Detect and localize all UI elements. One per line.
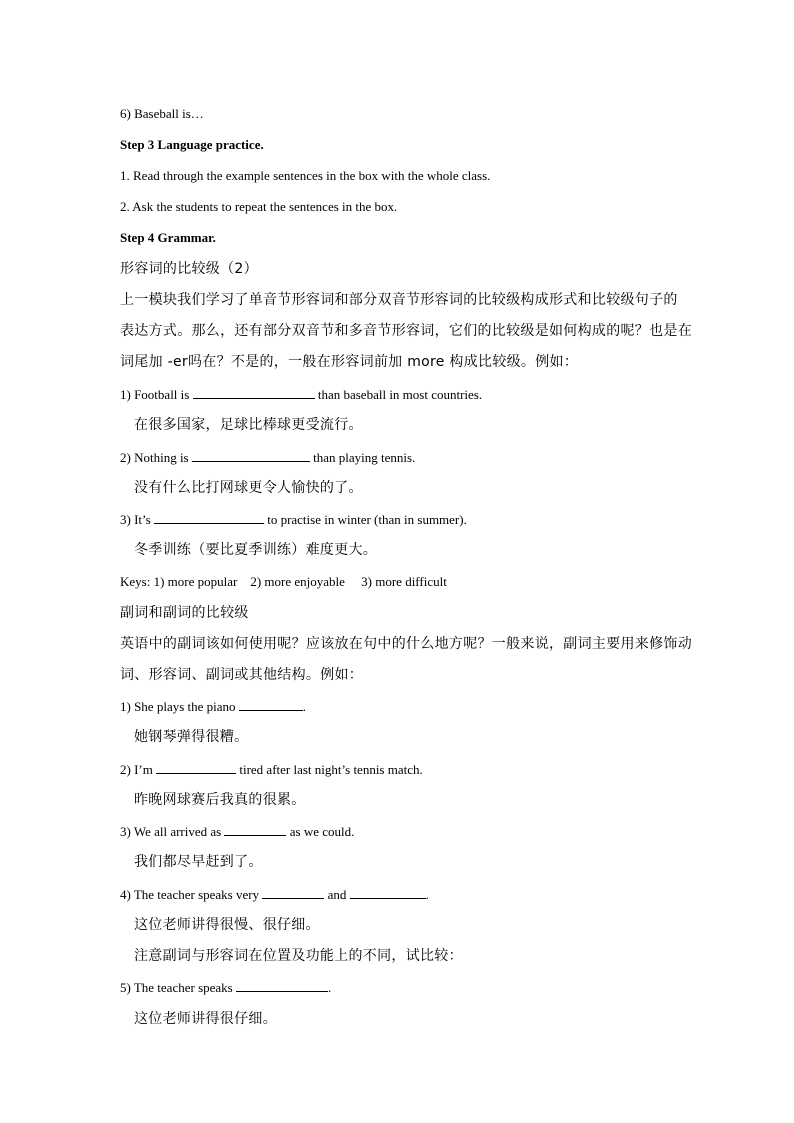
sentence-start: 2) I’m (120, 762, 153, 777)
answer-blank (224, 823, 286, 836)
sentence-end: to practise in winter (than in summer). (267, 512, 467, 527)
example-sentence (120, 761, 423, 778)
section-title-adjective-comparative: 形容词的比较级（2） (120, 261, 258, 277)
sentence-start: 3) We all arrived as (120, 824, 222, 839)
example-sentence (120, 886, 429, 903)
example-sentence (120, 698, 306, 715)
step-3-heading: Step 3 Language practice. (120, 137, 264, 152)
translation: 这位老师讲得很仔细。 (134, 1011, 277, 1027)
sentence-end: than baseball in most countries. (317, 387, 483, 402)
step-4-heading: Step 4 Grammar. (120, 230, 216, 245)
example-sentence (120, 979, 331, 996)
sentence-end: . (302, 699, 307, 714)
sentence-start: 5) The teacher speaks (120, 980, 233, 995)
example-sentence (120, 511, 467, 528)
answer-blank (154, 511, 264, 524)
translation: 这位老师讲得很慢、很仔细。 (134, 917, 320, 933)
translation: 她钢琴弹得很糟。 (134, 729, 249, 745)
sentence-start: 1) She plays the piano (120, 699, 236, 714)
translation: 我们都尽早赶到了。 (134, 854, 263, 870)
sentence-start: 4) The teacher speaks very (120, 887, 260, 902)
sentence-end: . (425, 887, 429, 902)
paragraph-line: 词、形容词、副词或其他结构。例如： (120, 667, 364, 683)
sentence-start: 2) Nothing is (120, 450, 189, 465)
translation: 在很多国家，足球比棒球更受流行。 (134, 417, 363, 433)
answer-blank (236, 979, 328, 992)
paragraph-line: 表达方式。那么，还有部分双音节和多音节形容词，它们的比较级是如何构成的呢？也是在 (120, 323, 692, 339)
answer-blank (193, 386, 315, 399)
example-sentence (120, 449, 415, 466)
note-line: 注意副词与形容词在位置及功能上的不同，试比较： (134, 948, 463, 964)
step-3-item-1: 1. Read through the example sentences in the box with the whole class. (120, 168, 491, 183)
example-sentence (120, 823, 354, 840)
translation: 没有什么比打网球更令人愉快的了。 (134, 480, 363, 496)
answer-keys: Keys: 1) more popular 2) more enjoyable 3) more difficult (120, 574, 447, 589)
step-3-item-2: 2. Ask the students to repeat the sentences in the box. (120, 199, 398, 214)
answer-blank (192, 449, 310, 462)
answer-blank (156, 761, 236, 774)
sentence-end: . (327, 980, 332, 995)
paragraph-line: 上一模块我们学习了单音节形容词和部分双音节形容词的比较级构成形式和比较级句子的 (120, 292, 678, 308)
translation: 昨晚网球赛后我真的很累。 (134, 792, 306, 808)
sentence-start: 3) It’s (120, 512, 151, 527)
sentence-end: tired after last night’s tennis match. (239, 762, 423, 777)
translation: 冬季训练（要比夏季训练）难度更大。 (134, 542, 378, 558)
paragraph-line: 英语中的副词该如何使用呢？应该放在句中的什么地方呢？一般来说，副词主要用来修饰动 (120, 636, 692, 652)
sentence-end: as we could. (289, 824, 355, 839)
sentence-start: 1) Football is (120, 387, 190, 402)
section-title-adverb-comparative: 副词和副词的比较级 (120, 605, 249, 621)
item-6-baseball: 6) Baseball is… (120, 106, 204, 121)
example-sentence (120, 386, 482, 403)
paragraph-line: 词尾加 -er吗在？不是的，一般在形容词前加 more 构成比较级。例如： (120, 354, 579, 370)
sentence-end: than playing tennis. (313, 450, 416, 465)
sentence-middle: and (327, 887, 347, 902)
answer-blank (350, 886, 426, 899)
answer-blank (262, 886, 324, 899)
answer-blank (239, 698, 303, 711)
